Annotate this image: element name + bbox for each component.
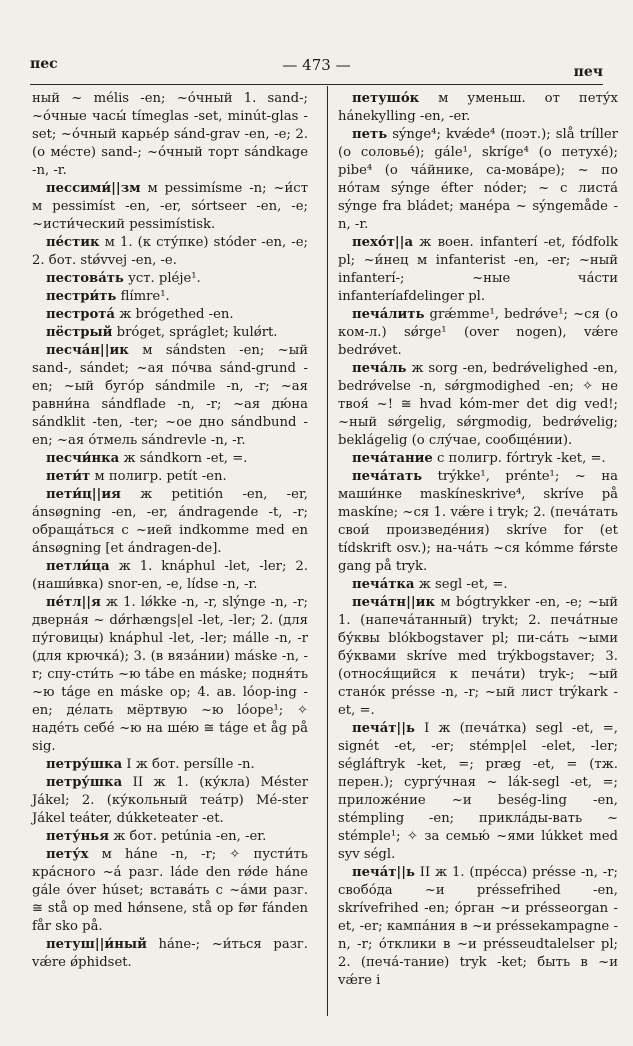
entry-headword: петру́шка: [46, 775, 123, 790]
dictionary-entry: [32, 180, 308, 234]
dictionary-entry: [338, 90, 618, 126]
entry-headword: пёстрый: [46, 325, 113, 340]
dictionary-entry: [32, 828, 308, 846]
dictionary-entry: [338, 594, 618, 720]
entry-headword: печáтать: [352, 469, 423, 484]
dictionary-entry: [32, 324, 308, 342]
dictionary-entry: [32, 90, 308, 180]
dictionary-entry: [338, 720, 618, 864]
dictionary-entry: [338, 306, 618, 360]
entry-definition: ж воен. infanterí -et, fódfolk pl; ~и́нец м infanterist -en, -er; ~ный infanterí-; ~ные чáсти infanteríafdelinger pl.: [338, 235, 618, 304]
entry-headword: петушóк: [352, 91, 420, 106]
entry-headword: петли́ца: [46, 559, 110, 574]
entry-definition: ж sorg -en, bedrǿvelighed -en, bedrǿvelse -n, sǿrgmodighed -en; ✧ не твоя́ ~! ≅ hvad kóm-mer det dig ved!; ~ный sǿrgelig, sǿrgmodig, bedrǿvelig; beklágelig (о слу́чае, сообщéнии).: [338, 361, 618, 448]
header-right-guideword: печ: [573, 64, 603, 80]
page-header: [30, 56, 603, 82]
entry-definition: ж brógethed -en.: [119, 307, 234, 322]
entry-headword: пессими́||зм: [46, 181, 141, 196]
entry-headword: печáль: [352, 361, 407, 376]
dictionary-entry: [338, 234, 618, 306]
entry-headword: печáт||ь: [352, 865, 415, 880]
entry-definition: II ж 1. (ку́кла) Méster Jákel; 2. (ку́кольный теáтр) Mé-ster Jákel teáter, dúkketeater -et.: [32, 775, 308, 826]
entry-definition: háne-; ~и́ться разг. vǽre ǿphidset.: [32, 937, 308, 970]
entry-definition: grǽmme¹, bedrǿve¹; ~ся (о ком-л.) sǿrge¹ (over nogen), vǽre bedrǿvet.: [338, 307, 618, 358]
entry-headword: пестовáть: [46, 271, 124, 286]
dictionary-entry: [32, 306, 308, 324]
dictionary-entry: [32, 270, 308, 288]
entry-definition: м bógtrykker -en, -e; ~ый 1. (напечáтанный) trykt; 2. печáтные бу́квы blókbogstaver pl; пи-сáть ~ыми бу́квами skríve med trýkbogstaver; 3. (относя́щийся к печáти) tryk-; ~ый станóк présse -n, -r; ~ый лист trýkark -et, =.: [338, 595, 618, 718]
entry-definition: уст. pléje¹.: [128, 271, 201, 286]
entry-headword: пету́х: [46, 847, 89, 862]
dictionary-entry: [32, 756, 308, 774]
entry-definition: м sándsten -en; ~ый sand-, sándet; ~ая пóчва sánd-grund -en; ~ый бугóр sándmile -n, -r; ~ая равни́на sándflade -n, -r; ~ая дю́на sándklit -ten, -ter; ~ое дно sándbund -en; ~ая óтмель sándrevle -n, -r.: [32, 343, 309, 448]
entry-definition: I ж бот. persílle -n.: [126, 757, 255, 772]
entry-headword: пестротá: [46, 307, 115, 322]
dictionary-entry: [32, 486, 308, 558]
dictionary-entry: [32, 846, 308, 936]
entry-headword: петь: [352, 127, 388, 142]
entry-headword: пéтл||я: [46, 595, 101, 610]
entry-definition: м уменьш. от пету́х hánekylling -en, -er.: [338, 91, 618, 124]
entry-definition: м 1. (к сту́пке) stóder -en, -e; 2. бот. stǿvvej -en, -e.: [32, 235, 308, 268]
entry-definition: flímre¹.: [120, 289, 170, 304]
entry-definition: ж segl -et, =.: [418, 577, 508, 592]
dictionary-entry: [338, 468, 618, 576]
entry-definition: bróget, spráglet; kulǿrt.: [116, 325, 278, 340]
entry-headword: песчáн||ик: [46, 343, 129, 358]
dictionary-entry: [32, 936, 308, 972]
entry-headword: печáлить: [352, 307, 425, 322]
dictionary-entry: [338, 450, 618, 468]
header-rule: [30, 84, 603, 85]
entry-headword: пети́т: [46, 469, 91, 484]
entry-definition: sýnge⁴; kvǽde⁴ (поэт.); slå tríller (о соловье́); gále¹, skríge⁴ (о петухé); pibe⁴ (о чáйнике, са-мовáре); ~ по нóтам sýnge éfter nóder; ~ с листá sýnge fra bládet; манéра ~ sýngemåde -n, -r.: [338, 127, 618, 232]
column-divider: [327, 86, 328, 1016]
entry-definition: м pessimísme -n; ~и́ст м pessimíst -en, -er, sórtseer -en, -e; ~исти́ческий pessimístisk.: [32, 181, 308, 232]
entry-definition: II ж 1. (прéсса) présse -n, -r; свобóда ~и préssefrihed -en, skrívefrihed -en; óрган ~и présseorgan -et, -er; кампáния в ~и préssekampagne -n, -r; óтклики в ~и présseudtalelser pl; 2. (печá-тание) tryk -ket; быть в ~и vǽre i: [338, 865, 618, 988]
entry-definition: trýkke¹, prénte¹; ~ на маши́нке maskíneskrive⁴, skríve på maskíne; ~ся 1. vǽre i tryk; 2. (печáтать свои́ произведéния) skríve for (et tídskrift osv.); на-чáть ~ся kómme fǿrste gang på tryk.: [338, 469, 618, 574]
dictionary-entry: [32, 450, 308, 468]
dictionary-entry: [338, 864, 618, 990]
page-number: — 473 —: [282, 56, 351, 74]
entry-definition: I ж (печáтка) segl -et, =, signét -et, -er; stémp|el -elet, -ler; ségláftryk -ket, =; præg -et, = (тж. перен.); сургу́чная ~ lák-segl -et, =; приложéние ~и beség-ling -en, stémpling -en; приклáды-вать ~ stémple¹; ✧ за семью́ ~ями lúkket med syv ségl.: [338, 721, 618, 862]
entry-definition: ж 1. knáphul -let, -ler; 2. (наши́вка) snor-en, -e, lídse -n, -r.: [32, 559, 308, 592]
entry-headword: петуш||и́ный: [46, 937, 147, 952]
entry-headword: печáтание: [352, 451, 433, 466]
dictionary-entry: [338, 126, 618, 234]
dictionary-entry: [32, 558, 308, 594]
entry-headword: печáтн||ик: [352, 595, 435, 610]
right-column: [338, 90, 618, 990]
entry-headword: пети́ц||ия: [46, 487, 121, 502]
entry-headword: пестри́ть: [46, 289, 117, 304]
dictionary-entry: [32, 594, 308, 756]
dictionary-entry: [32, 234, 308, 270]
entry-definition: ж бот. petúnia -en, -er.: [113, 829, 267, 844]
dictionary-entry: [32, 468, 308, 486]
entry-headword: пету́нья: [46, 829, 110, 844]
entry-headword: печáтка: [352, 577, 415, 592]
entry-headword: петру́шка: [46, 757, 123, 772]
entry-definition: ный ~ mélis -en; ~óчный 1. sand-; ~óчные часы́ tímeglas -set, minút-glas -set; ~óчный карьéр sánd-grav -en, -e; 2. (о мéсте) sand-; ~óчный торт sándkage -n, -r.: [32, 91, 308, 178]
entry-headword: песчи́нка: [46, 451, 120, 466]
entry-definition: ж petitión -en, -er, ánsøgning -en, -er, ándragende -t, -r; обращáться с ~ией indkomme med en ánsøgning [et ándragen-de].: [32, 487, 308, 556]
entry-headword: печáт||ь: [352, 721, 415, 736]
dictionary-entry: [338, 576, 618, 594]
entry-definition: м háne -n, -r; ✧ пусти́ть крáсного ~á разг. láde den rǿde háne gále óver húset; вставáть с ~áми разг. ≅ stå op med hǿnsene, stå op før fánden får sko på.: [32, 847, 308, 934]
dictionary-entry: [32, 288, 308, 306]
entry-headword: пéстик: [46, 235, 100, 250]
entry-definition: ж sándkorn -et, =.: [123, 451, 248, 466]
dictionary-entry: [338, 360, 618, 450]
entry-definition: с полигр. fórtryk -ket, =.: [436, 451, 606, 466]
entry-definition: ж 1. lǿkke -n, -r, slýnge -n, -r; двернáя ~ dǿrhængs|el -let, -ler; 2. (для пу́говицы) knáphul -let, -ler; málle -n, -r (для крючкá); 3. (в вязáнии) máske -n, -r; спу-сти́ть ~ю tábe en máske; подня́ть ~ю táge en máske op; 4. ав. lóop-ing -en; дéлать мёртвую ~ю lóope¹; ✧ надéть себé ~ю на шéю ≅ táge et åg på sig.: [32, 595, 308, 754]
dictionary-entry: [32, 774, 308, 828]
header-left-guideword: пес: [30, 56, 58, 72]
entry-definition: м полигр. petít -en.: [94, 469, 227, 484]
entry-headword: пехóт||а: [352, 235, 414, 250]
dictionary-entry: [32, 342, 308, 450]
left-column: [32, 90, 308, 972]
